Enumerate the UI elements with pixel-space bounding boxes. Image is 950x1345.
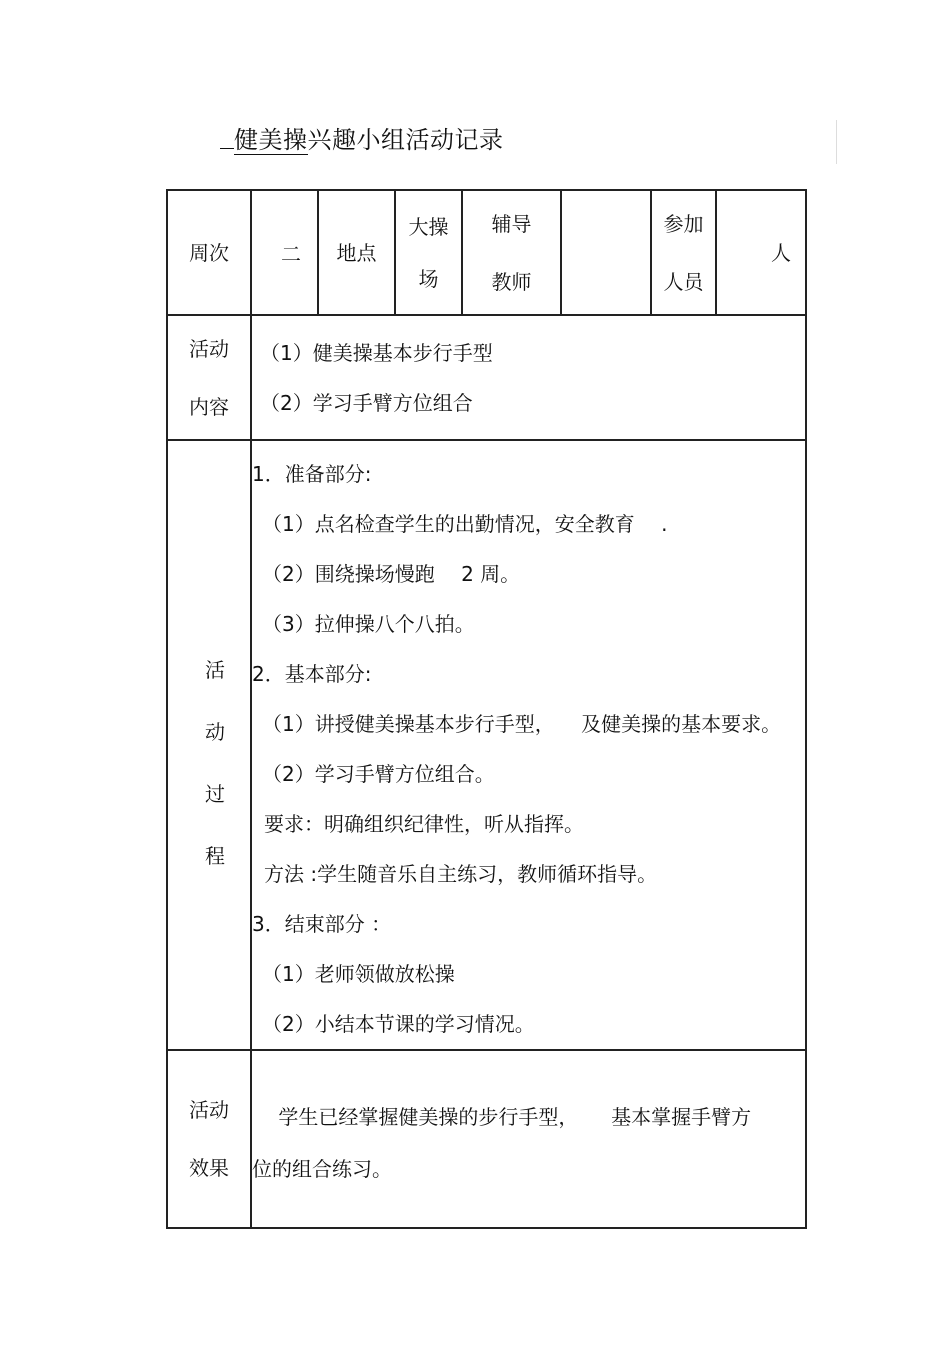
effect-line: 位的组合练习。	[252, 1157, 392, 1181]
process-line: （1）点名检查学生的出勤情况，安全教育 .	[262, 512, 668, 536]
participants-unit: 人	[716, 190, 806, 315]
teacher-label	[462, 190, 561, 315]
content-line: （1）健美操基本步行手型	[260, 341, 493, 365]
process-line: （2）学习手臂方位组合。	[262, 762, 495, 786]
process-line: 方法 :学生随音乐自主练习，教师循环指导。	[264, 862, 658, 886]
process-label-char: 动	[205, 720, 225, 744]
effect-row	[167, 1050, 806, 1228]
process-label-char: 过	[205, 782, 225, 806]
location-value-line-1: 大操	[408, 214, 449, 239]
header-row	[167, 190, 806, 315]
title-underlined: 健美操	[234, 126, 308, 154]
process-line: （2）围绕操场慢跑 2 周。	[262, 562, 521, 586]
participants-label-line-2: 人员	[663, 269, 704, 294]
page-edge-line	[836, 120, 837, 164]
process-line: （3）拉伸操八个八拍。	[262, 612, 475, 636]
process-label	[167, 440, 251, 1050]
process-line: 要求：明确组织纪律性，听从指挥。	[264, 812, 584, 836]
participants-label-line-1: 参加	[663, 211, 704, 236]
process-row	[167, 440, 806, 1050]
activity-record-table	[166, 189, 807, 1229]
document-title	[220, 122, 504, 158]
effect-label	[167, 1050, 251, 1228]
process-line: （1）讲授健美操基本步行手型， 及健美操的基本要求。	[262, 712, 782, 736]
title-prefix-blank	[220, 122, 234, 149]
effect-label-line-2: 效果	[189, 1156, 229, 1180]
teacher-value	[561, 190, 651, 315]
content-label-line-1: 活动	[189, 336, 229, 361]
effect-line: 学生已经掌握健美操的步行手型， 基本掌握手臂方	[252, 1105, 752, 1129]
process-line: 3．结束部分 ：	[252, 912, 392, 936]
process-text	[251, 440, 806, 1050]
location-value	[395, 190, 462, 315]
process-label-char: 活	[205, 658, 225, 682]
process-line: （2）小结本节课的学习情况。	[262, 1012, 535, 1036]
process-line: 1．准备部分:	[252, 462, 372, 486]
content-label-line-2: 内容	[189, 394, 229, 419]
process-line: 2．基本部分:	[252, 662, 372, 686]
title-rest: 兴趣小组活动记录	[307, 126, 504, 154]
teacher-label-line-2: 教师	[491, 269, 532, 294]
teacher-label-line-1: 辅导	[491, 211, 532, 236]
content-line: （2）学习手臂方位组合	[260, 391, 473, 415]
content-label	[167, 315, 251, 440]
location-value-line-2: 场	[418, 266, 439, 291]
content-row	[167, 315, 806, 440]
participants-label	[651, 190, 716, 315]
week-value: 二	[251, 190, 318, 315]
week-label: 周次	[167, 190, 251, 315]
process-line: （1）老师领做放松操	[262, 962, 455, 986]
process-label-char: 程	[205, 844, 225, 868]
effect-text	[251, 1050, 806, 1228]
content-text	[251, 315, 806, 440]
location-label: 地点	[318, 190, 395, 315]
effect-label-line-1: 活动	[189, 1098, 229, 1122]
